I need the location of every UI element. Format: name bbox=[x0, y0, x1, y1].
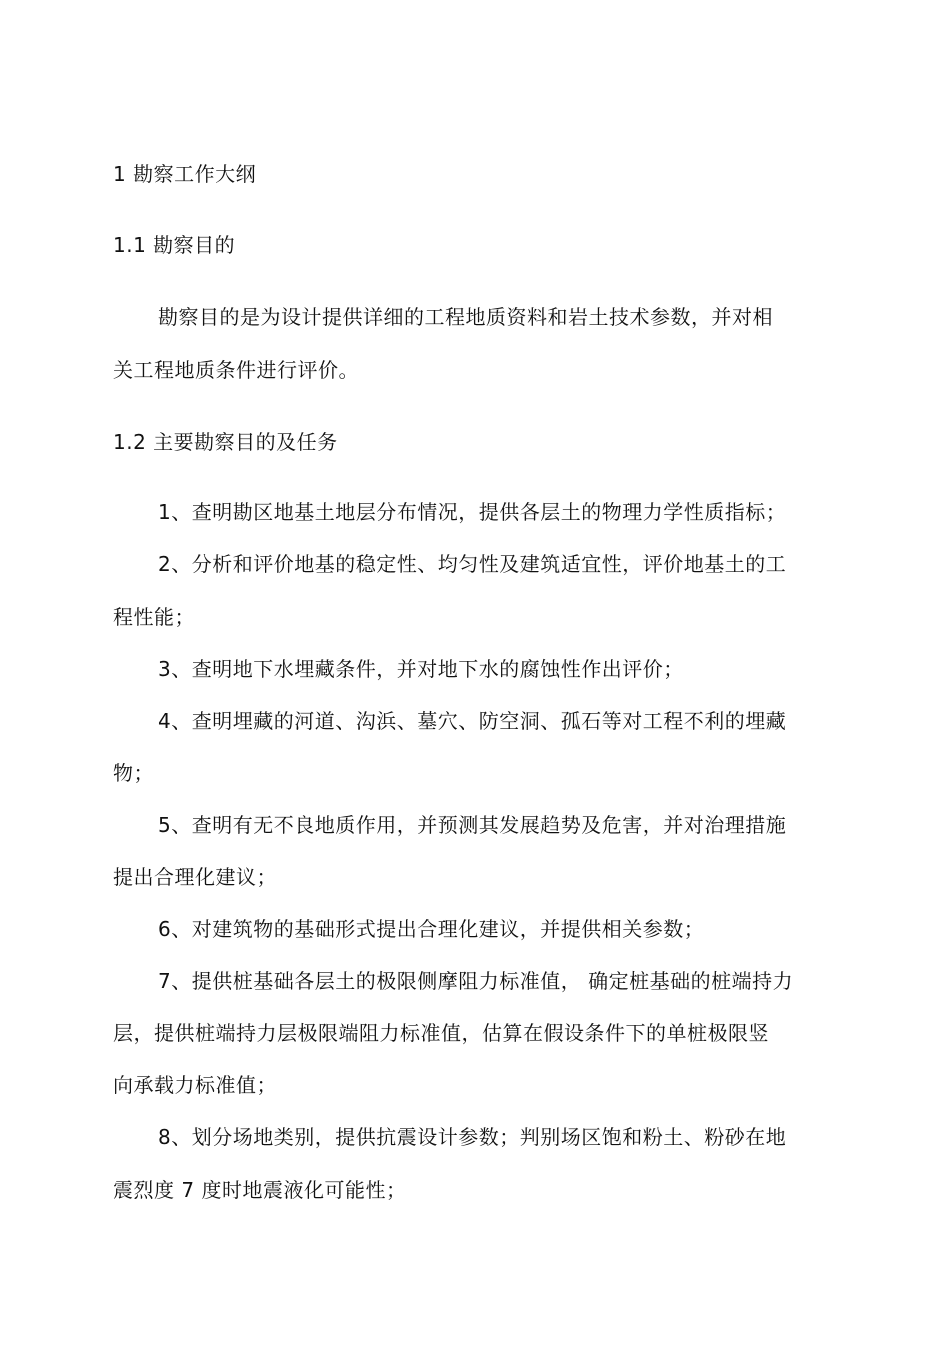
list-item-5-line-2: 提出合理化建议； bbox=[113, 865, 277, 889]
list-item-5-line-1: 5、查明有无不良地质作用，并预测其发展趋势及危害，并对治理措施 bbox=[158, 813, 787, 837]
list-item-6-line-1: 6、对建筑物的基础形式提出合理化建议，并提供相关参数； bbox=[158, 917, 705, 941]
heading-section-1-1: 1.1 勘察目的 bbox=[113, 233, 236, 257]
list-item-7-line-2: 层，提供桩端持力层极限端阻力标准值，估算在假设条件下的单桩极限竖 bbox=[113, 1021, 769, 1045]
list-item-1-line-1: 1、查明勘区地基土地层分布情况，提供各层土的物理力学性质指标； bbox=[158, 500, 787, 524]
paragraph-purpose-line-2: 关工程地质条件进行评价。 bbox=[113, 358, 359, 382]
list-item-2-line-1: 2、分析和评价地基的稳定性、均匀性及建筑适宜性，评价地基土的工 bbox=[158, 552, 787, 576]
list-item-7-line-1: 7、提供桩基础各层土的极限侧摩阻力标准值， 确定桩基础的桩端持力 bbox=[158, 969, 794, 993]
paragraph-purpose-line-1: 勘察目的是为设计提供详细的工程地质资料和岩土技术参数，并对相 bbox=[158, 305, 773, 329]
list-item-7-line-3: 向承载力标准值； bbox=[113, 1073, 277, 1097]
list-item-3-line-1: 3、查明地下水埋藏条件，并对地下水的腐蚀性作出评价； bbox=[158, 657, 684, 681]
heading-section-1-2: 1.2 主要勘察目的及任务 bbox=[113, 430, 338, 454]
heading-chapter-1: 1 勘察工作大纲 bbox=[113, 162, 257, 186]
list-item-8-line-2: 震烈度 7 度时地震液化可能性； bbox=[113, 1178, 407, 1202]
list-item-8-line-1: 8、划分场地类别，提供抗震设计参数；判别场区饱和粉土、粉砂在地 bbox=[158, 1125, 787, 1149]
list-item-4-line-1: 4、查明埋藏的河道、沟浜、墓穴、防空洞、孤石等对工程不利的埋藏 bbox=[158, 709, 787, 733]
list-item-4-line-2: 物； bbox=[113, 761, 154, 785]
list-item-2-line-2: 程性能； bbox=[113, 605, 195, 629]
